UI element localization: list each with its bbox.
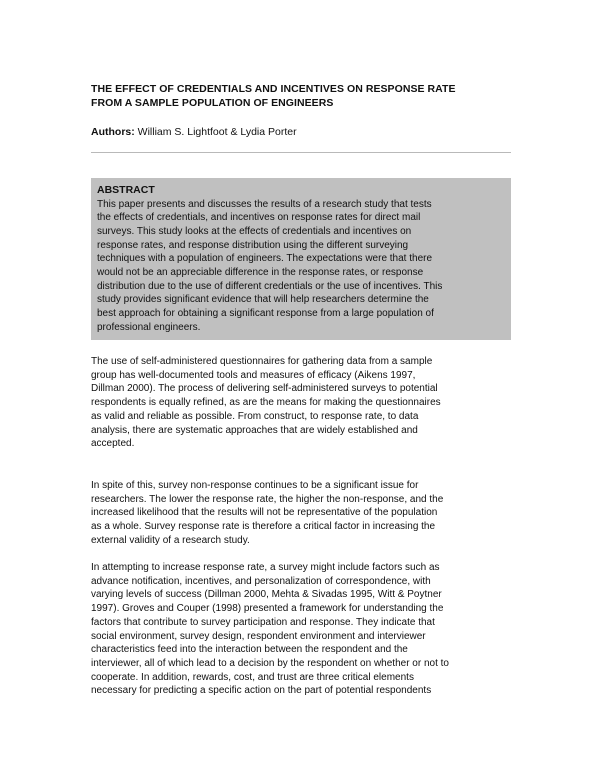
paragraph-line: external validity of a research study. bbox=[91, 534, 250, 546]
abstract-line: the effects of credentials, and incentives on response rates for direct mail bbox=[97, 212, 421, 224]
paragraph-line: necessary for predicting a specific action on the part of potential respondents bbox=[91, 685, 432, 697]
paragraph-line: factors that contribute to survey participation and response. They indicate that bbox=[91, 616, 435, 628]
paragraph-line: accepted. bbox=[91, 438, 135, 450]
paragraph-line: social environment, survey design, respondent environment and interviewer bbox=[91, 630, 426, 642]
body-paragraph-1 bbox=[91, 355, 521, 451]
authors-label: Authors: bbox=[91, 126, 135, 138]
body-paragraph-3 bbox=[91, 561, 521, 698]
abstract-heading: ABSTRACT bbox=[97, 184, 155, 196]
title-line: THE EFFECT OF CREDENTIALS AND INCENTIVES ON RESPONSE RATE bbox=[91, 83, 456, 95]
abstract-line: This paper presents and discusses the results of a research study that tests bbox=[97, 198, 432, 210]
divider bbox=[91, 152, 511, 153]
paragraph-line: respondents is equally refined, as are the means for making the questionnaires bbox=[91, 397, 441, 409]
paper-title bbox=[91, 82, 531, 110]
paragraph-line: cooperate. In addition, rewards, cost, and trust are three critical elements bbox=[91, 671, 414, 683]
body-paragraph-2 bbox=[91, 479, 521, 548]
paragraph-line: group has well-documented tools and measures of efficacy (Aikens 1997, bbox=[91, 369, 416, 381]
title-line: FROM A SAMPLE POPULATION OF ENGINEERS bbox=[91, 97, 334, 109]
paragraph-line: 1997). Groves and Couper (1998) presented a framework for understanding the bbox=[91, 603, 444, 615]
paragraph-line: Dillman 2000). The process of delivering self-administered surveys to potential bbox=[91, 383, 438, 395]
abstract-line: study provides significant evidence that will help researchers determine the bbox=[97, 294, 429, 306]
abstract-line: distribution due to the use of different credentials or the use of incentives. This bbox=[97, 280, 443, 292]
abstract-line: response rates, and response distribution using the different surveying bbox=[97, 239, 409, 251]
paragraph-line: The use of self-administered questionnaires for gathering data from a sample bbox=[91, 356, 433, 367]
author-names: William S. Lightfoot & Lydia Porter bbox=[134, 126, 297, 138]
paragraph-line: characteristics feed into the interaction between the respondent and the bbox=[91, 644, 408, 656]
paragraph-line: advance notification, incentives, and personalization of correspondence, with bbox=[91, 575, 431, 587]
paragraph-line: increased likelihood that the results will not be representative of the population bbox=[91, 507, 438, 519]
paragraph-line: as a whole. Survey response rate is therefore a critical factor in increasing the bbox=[91, 521, 436, 533]
abstract-line: professional engineers. bbox=[97, 321, 201, 333]
abstract-line: techniques with a population of engineers. The expectations were that there bbox=[97, 253, 433, 265]
authors bbox=[91, 125, 531, 139]
paragraph-line: analysis, there are systematic approaches that are widely established and bbox=[91, 424, 418, 436]
paragraph-line: researchers. The lower the response rate, the higher the non-response, and the bbox=[91, 493, 444, 505]
abstract-line: would not be an appreciable difference in the response rates, or response bbox=[97, 267, 424, 279]
abstract-box bbox=[91, 178, 511, 340]
paragraph-line: as valid and reliable as possible. From construct, to response rate, to data bbox=[91, 410, 419, 422]
paragraph-line: In attempting to increase response rate, a survey might include factors such as bbox=[91, 562, 440, 573]
abstract-line: surveys. This study looks at the effects of credentials and incentives on bbox=[97, 225, 412, 237]
paragraph-line: interviewer, all of which lead to a decision by the respondent on whether or not to bbox=[91, 657, 449, 669]
paragraph-line: varying levels of success (Dillman 2000, Mehta & Sivadas 1995, Witt & Poytner bbox=[91, 589, 442, 601]
paragraph-line: In spite of this, survey non-response continues to be a significant issue for bbox=[91, 480, 419, 491]
abstract-line: best approach for obtaining a significant response from a large population of bbox=[97, 308, 434, 320]
